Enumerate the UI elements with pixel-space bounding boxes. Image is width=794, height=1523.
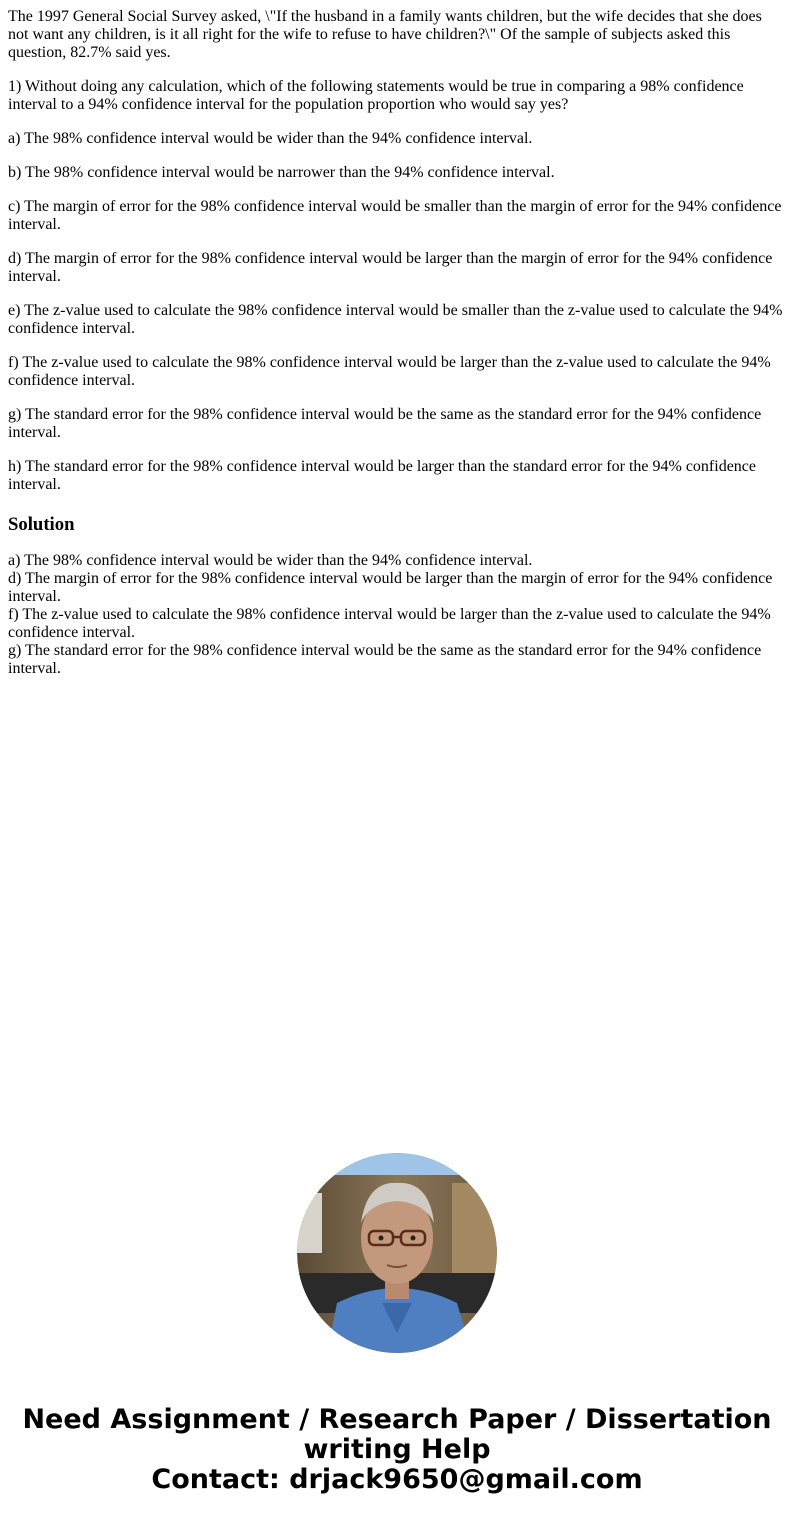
- author-avatar: [297, 1153, 497, 1353]
- promo-contact: Contact: drjack9650@gmail.com: [151, 1464, 643, 1495]
- option-f: f) The z-value used to calculate the 98% confidence interval would be larger than the z-value used to calculate the 94% confidence interval.: [8, 354, 771, 389]
- solution-heading: Solution: [8, 514, 75, 535]
- option-c: c) The margin of error for the 98% confidence interval would be smaller than the margin of error for the 94% confidence interval.: [8, 198, 782, 233]
- answer-a: a) The 98% confidence interval would be wider than the 94% confidence interval.: [8, 552, 533, 569]
- answer-g: g) The standard error for the 98% confidence interval would be the same as the standard error for the 94% confidence interval.: [8, 642, 762, 677]
- answer-f: f) The z-value used to calculate the 98% confidence interval would be larger than the z-value used to calculate the 94% confidence interval.: [8, 606, 771, 641]
- answer-d: d) The margin of error for the 98% confidence interval would be larger than the margin of error for the 94% confidence interval.: [8, 570, 773, 605]
- document-body: [0, 0, 794, 678]
- solution-answers: [8, 552, 786, 678]
- question-prompt: 1) Without doing any calculation, which of the following statements would be true in comparing a 98% confidence interval to a 94% confidence interval for the population proportion who would say yes?: [8, 78, 744, 113]
- option-h: h) The standard error for the 98% confidence interval would be larger than the standard error for the 94% confidence interval.: [8, 458, 756, 493]
- option-g: g) The standard error for the 98% confidence interval would be the same as the standard error for the 94% confidence interval.: [8, 406, 762, 441]
- option-d: d) The margin of error for the 98% confidence interval would be larger than the margin of error for the 94% confidence interval.: [8, 250, 773, 285]
- promo-text: [0, 1405, 794, 1495]
- option-e: e) The z-value used to calculate the 98% confidence interval would be smaller than the z-value used to calculate the 94% confidence interval.: [8, 302, 783, 337]
- promo-line-2: writing Help: [303, 1434, 491, 1465]
- question-intro: The 1997 General Social Survey asked, \"If the husband in a family wants children, but the wife decides that she does not want any children, is it all right for the wife to refuse to have children?\" Of the sample of subjects asked this question, 82.7% said yes.: [8, 8, 762, 61]
- promo-footer: [0, 1153, 794, 1495]
- promo-line-1: Need Assignment / Research Paper / Dissertation: [22, 1404, 772, 1435]
- option-b: b) The 98% confidence interval would be narrower than the 94% confidence interval.: [8, 164, 555, 181]
- option-a: a) The 98% confidence interval would be wider than the 94% confidence interval.: [8, 130, 533, 147]
